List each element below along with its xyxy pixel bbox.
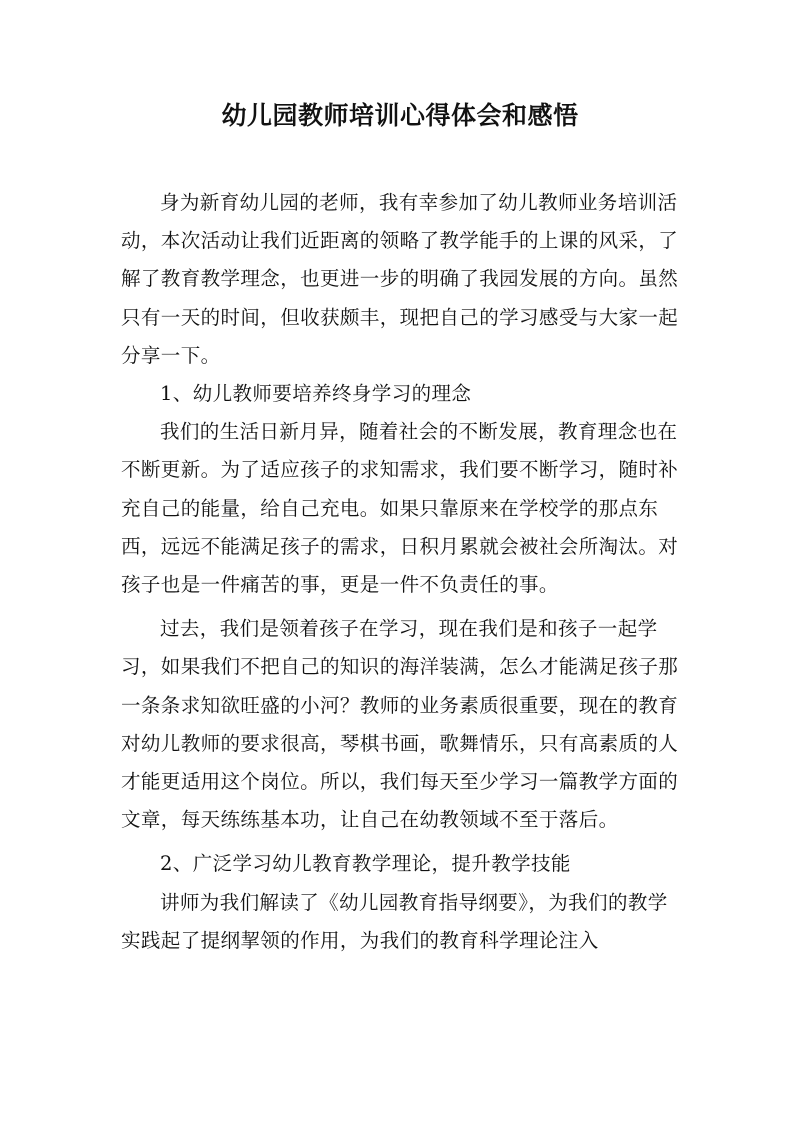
section-heading-2: 2、广泛学习幼儿教育教学理论，提升教学技能 [160,852,571,876]
document-body [121,184,681,960]
body-paragraph: 我们的生活日新月异，随着社会的不断发展，教育理念也在不断更新。为了适应孩子的求知需求，我们要不断学习，随时补充自己的能量，给自己充电。如果只靠原来在学校学的那点东西，远远不能满足孩子的需求，日积月累就会被社会所淘汰。对孩子也是一件痛苦的事，更是一件不负责任的事。 [121,420,679,597]
body-paragraph: 过去，我们是领着孩子在学习，现在我们是和孩子一起学习，如果我们不把自己的知识的海洋装满，怎么才能满足孩子那一条条求知欲旺盛的小河？教师的业务素质很重要，现在的教育对幼儿教师的要求很高，琴棋书画，歌舞情乐，只有高素质的人才能更适用这个岗位。所以，我们每天至少学习一篇教学方面的文章，每天练练基本功，让自己在幼教领域不至于落后。 [121,617,679,832]
body-paragraph: 讲师为我们解读了《幼儿园教育指导纲要》，为我们的教学实践起了提纲挈领的作用，为我们的教育科学理论注入 [121,890,668,952]
intro-paragraph: 身为新育幼儿园的老师，我有幸参加了幼儿教师业务培训活动，本次活动让我们近距离的领略了教学能手的上课的风采，了解了教育教学理念，也更进一步的明确了我园发展的方向。虽然只有一天的时间，但收获颇丰，现把自己的学习感受与大家一起分享一下。 [121,191,679,367]
section-heading-1: 1、幼儿教师要培养终身学习的理念 [160,382,472,406]
document-title: 幼儿园教师培训心得体会和感悟 [221,101,579,130]
